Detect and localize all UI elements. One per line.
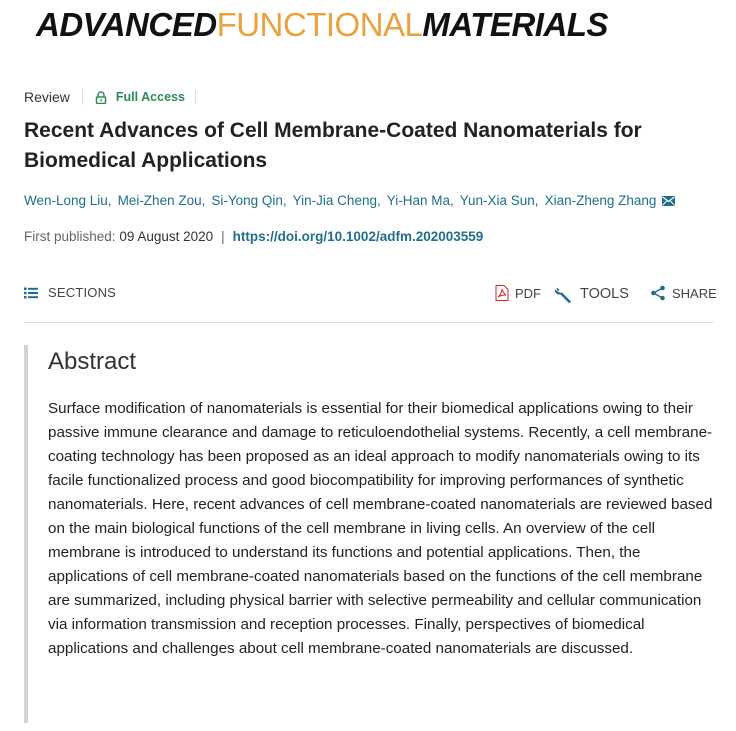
author-link[interactable]: Yi-Han Ma, bbox=[386, 193, 454, 208]
abstract-section bbox=[24, 345, 718, 723]
access-badge bbox=[83, 90, 196, 104]
publication-date: 09 August 2020 bbox=[119, 229, 214, 244]
article-type: Review bbox=[24, 89, 83, 105]
author-link[interactable]: Si-Yong Qin, bbox=[211, 193, 287, 208]
pdf-icon bbox=[495, 285, 509, 301]
author-link[interactable]: Yin-Jia Cheng, bbox=[292, 193, 381, 208]
lock-icon bbox=[95, 91, 107, 104]
wrench-icon bbox=[554, 285, 574, 303]
author-link[interactable]: Wen-Long Liu, bbox=[24, 193, 112, 208]
journal-logo-word-2: FUNCTIONAL bbox=[216, 6, 423, 43]
toolbar-divider bbox=[24, 322, 714, 323]
author-link[interactable]: Mei-Zhen Zou, bbox=[117, 193, 206, 208]
article-toolbar bbox=[24, 282, 717, 306]
share-label: SHARE bbox=[672, 285, 717, 301]
mail-icon[interactable] bbox=[662, 196, 675, 206]
separator: | bbox=[221, 229, 225, 244]
share-icon bbox=[650, 285, 666, 301]
journal-logo-word-1: ADVANCED bbox=[36, 6, 217, 43]
article-title: Recent Advances of Cell Membrane-Coated Nanomaterials for Biomedical Applications bbox=[24, 119, 642, 172]
publication-info bbox=[24, 229, 483, 244]
author-link[interactable]: Yun-Xia Sun, bbox=[459, 193, 539, 208]
journal-logo[interactable] bbox=[36, 6, 608, 46]
sections-button[interactable] bbox=[24, 285, 116, 300]
list-icon bbox=[24, 287, 38, 299]
doi-link[interactable]: https://doi.org/10.1002/adfm.202003559 bbox=[232, 229, 484, 244]
first-published-label: First published: bbox=[24, 229, 116, 244]
tools-button[interactable] bbox=[554, 285, 629, 303]
tools-label: TOOLS bbox=[580, 286, 629, 302]
abstract-heading: Abstract bbox=[48, 348, 137, 375]
abstract-text: Surface modification of nanomaterials is essential for their biomedical applications owing to their passive immune clearance and damage to reticuloendothelial systems. Recently, a cell membrane-coating technology has been proposed as an ideal approach to modify nanomaterials owing to its facile functionalized process and good biocompatibility for improving performances of synthetic nanomaterials. Here, recent advances of cell membrane-coated nanomaterials are reviewed based on the main biological functions of the cell membrane in living cells. An overview of the cell membrane is introduced to understand its functions and potential applications. Then, the applications of cell membrane-coated nanomaterials based on the functions of the cell membrane are summarized, including physical barrier with selective permeability and cellular communication via information transmission and reception processes. Finally, perspectives of biomedical applications and challenges about cell membrane-coated nanomaterials are discussed. bbox=[48, 400, 713, 657]
access-label: Full Access bbox=[115, 90, 185, 104]
pdf-label: PDF bbox=[515, 285, 541, 301]
pdf-button[interactable] bbox=[495, 285, 541, 301]
article-meta bbox=[24, 86, 196, 108]
share-button[interactable] bbox=[650, 285, 717, 301]
author-link[interactable]: Xian-Zheng Zhang bbox=[544, 193, 657, 208]
journal-logo-word-3: MATERIALS bbox=[422, 6, 608, 43]
sections-label: SECTIONS bbox=[48, 285, 117, 300]
author-list bbox=[24, 193, 724, 208]
